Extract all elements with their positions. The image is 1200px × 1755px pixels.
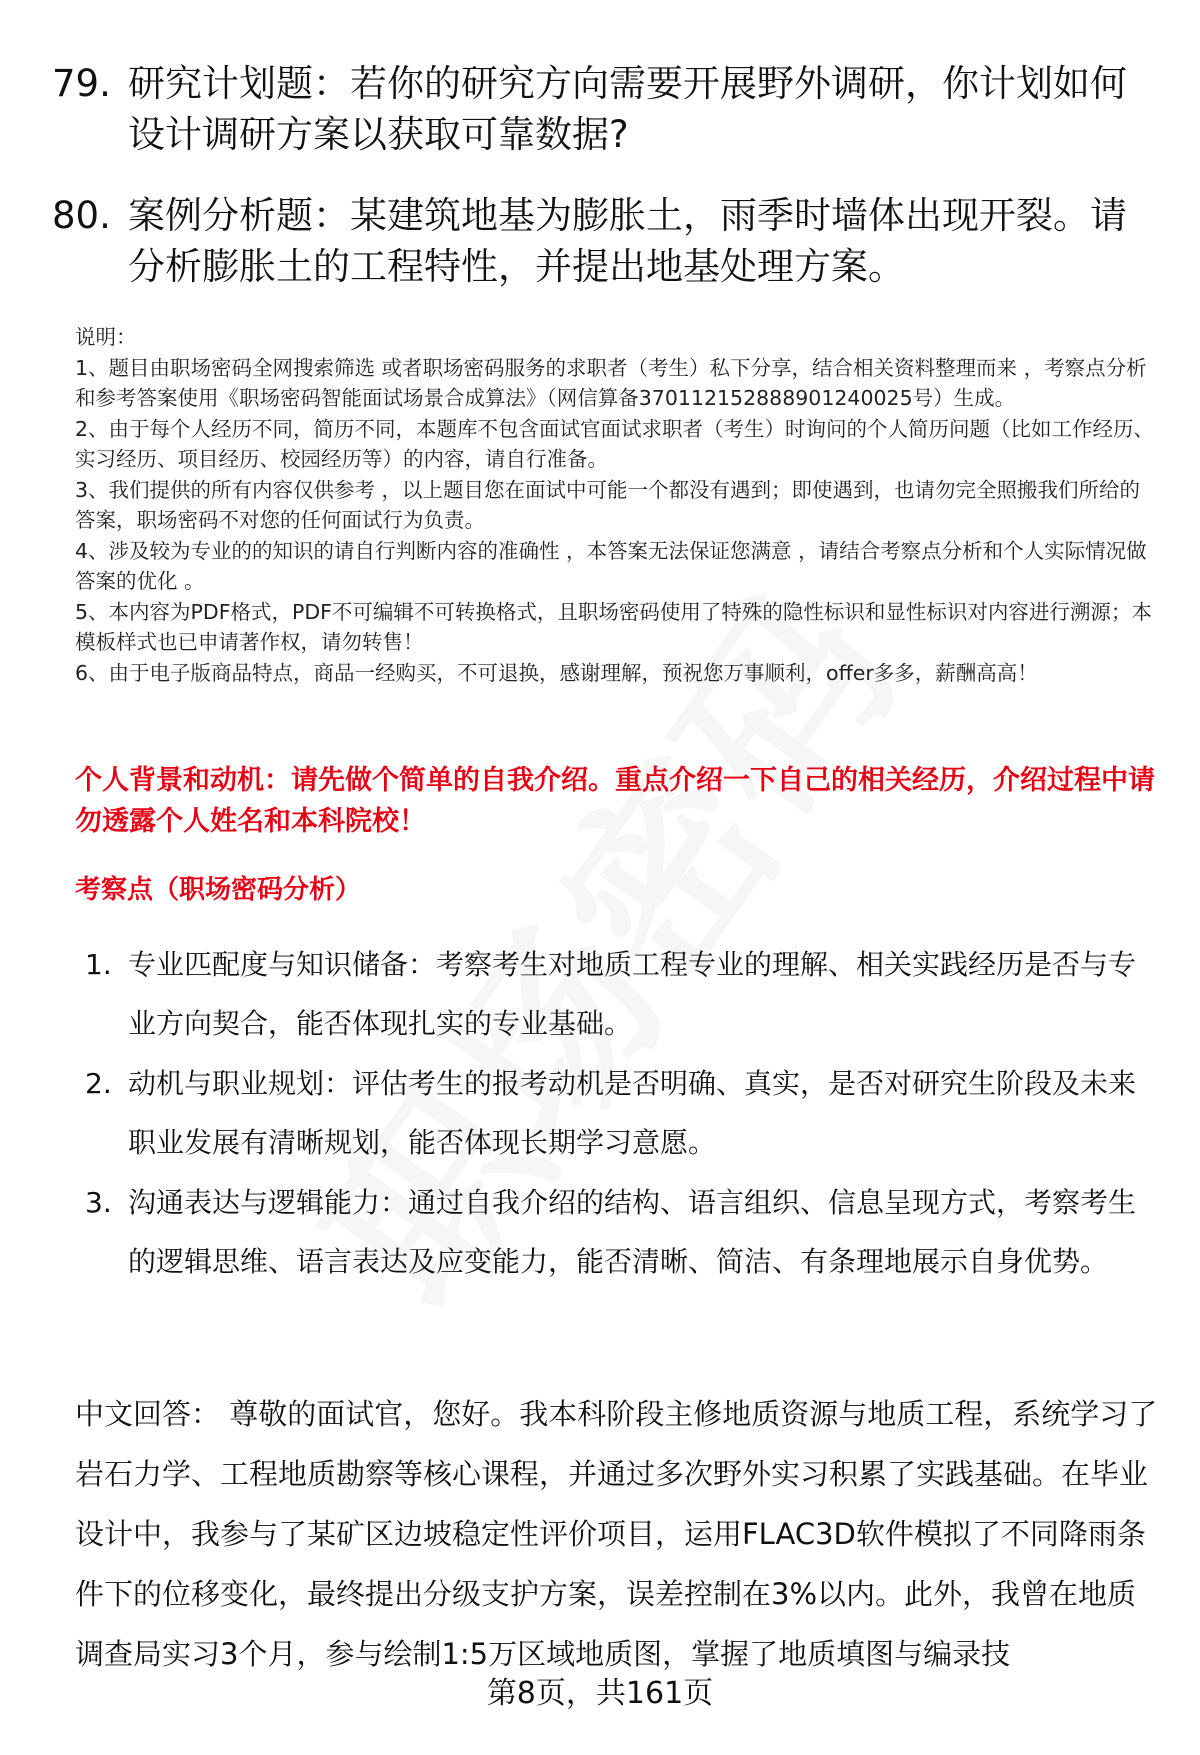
question-number: 79. [52, 62, 111, 105]
point-number: 2. [85, 1067, 112, 1100]
analysis-point [85, 935, 1160, 1053]
page-footer: 第8页，共161页 [486, 1676, 714, 1711]
question-text: 案例分析题：某建筑地基为膨胀土，雨季时墙体出现开裂。请分析膨胀土的工程特性，并提出地基处理方案。 [128, 194, 1127, 288]
analysis-heading: 考察点（职场密码分析） [75, 875, 362, 905]
note-item: 1、题目由职场密码全网搜索筛选 或者职场密码服务的求职者（考生）私下分享，结合相关资料整理而来 ，考察点分析和参考答案使用《职场密码智能面试场景合成算法》（网信算备370112152888901240025号）生成。 [75, 355, 1147, 410]
note-item: 4、涉及较为专业的的知识的请自行判断内容的准确性 ，本答案无法保证您满意 ，请结合考察点分析和个人实际情况做答案的优化 。 [75, 538, 1147, 593]
question-80 [52, 190, 1162, 292]
answer-text: 中文回答： 尊敬的面试官，您好。我本科阶段主修地质资源与地质工程，系统学习了岩石力学、工程地质勘察等核心课程，并通过多次野外实习积累了实践基础。在毕业设计中，我参与了某矿区边坡稳定性评价项目，运用FLAC3D软件模拟了不同降雨条件下的位移变化，最终提出分级支护方案，误差控制在3%以内。此外，我曾在地质调查局实习3个月，参与绘制1:5万区域地质图，掌握了地质填图与编录技 [75, 1397, 1158, 1671]
point-number: 3. [85, 1186, 112, 1219]
background-question: 个人背景和动机：请先做个简单的自我介绍。重点介绍一下自己的相关经历，介绍过程中请勿透露个人姓名和本科院校！ [75, 765, 1155, 837]
note-item: 3、我们提供的所有内容仅供参考 ，以上题目您在面试中可能一个都没有遇到；即使遇到，也请勿完全照搬我们所给的答案，职场密码不对您的任何面试行为负责。 [75, 477, 1141, 532]
point-text: 沟通表达与逻辑能力：通过自我介绍的结构、语言组织、信息呈现方式，考察考生的逻辑思维、语言表达及应变能力，能否清晰、简洁、有条理地展示自身优势。 [128, 1186, 1137, 1278]
analysis-point [85, 1173, 1160, 1291]
question-number: 80. [52, 194, 111, 237]
notes-title: 说明： [75, 325, 137, 349]
point-text: 动机与职业规划：评估考生的报考动机是否明确、真实，是否对研究生阶段及未来职业发展有清晰规划，能否体现长期学习意愿。 [128, 1067, 1137, 1159]
question-79 [52, 58, 1162, 160]
point-text: 专业匹配度与知识储备：考察考生对地质工程专业的理解、相关实践经历是否与专业方向契合，能否体现扎实的专业基础。 [128, 948, 1137, 1040]
note-item: 2、由于每个人经历不同，简历不同，本题库不包含面试官面试求职者（考生）时询问的个人简历问题（比如工作经历、实习经历、项目经历、校园经历等）的内容，请自行准备。 [75, 416, 1155, 471]
point-number: 1. [85, 948, 112, 981]
note-item: 6、由于电子版商品特点，商品一经购买，不可退换，感谢理解，预祝您万事顺利，offer多多，薪酬高高！ [75, 660, 1038, 685]
question-text: 研究计划题：若你的研究方向需要开展野外调研，你计划如何设计调研方案以获取可靠数据? [128, 62, 1127, 156]
notes-section [75, 322, 1160, 688]
analysis-point [85, 1054, 1160, 1172]
note-item: 5、本内容为PDF格式，PDF不可编辑不可转换格式，且职场密码使用了特殊的隐性标识和显性标识对内容进行溯源；本模板样式也已申请著作权，请勿转售！ [75, 599, 1152, 654]
analysis-points [85, 935, 1160, 1292]
